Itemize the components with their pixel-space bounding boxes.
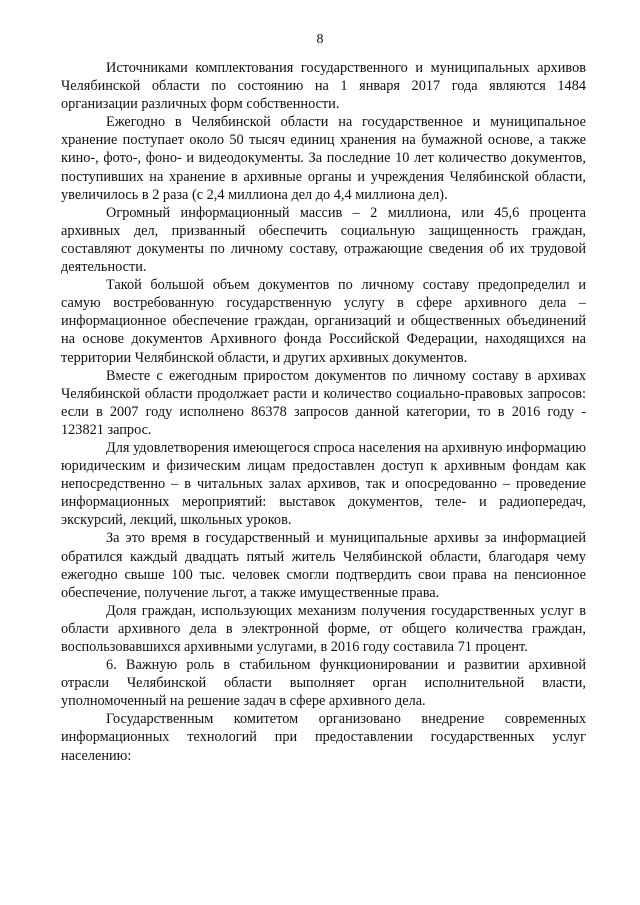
page-number: 8: [316, 32, 324, 47]
paragraph-electronic-share: Доля граждан, использующих механизм получения государственных услуг в области архивного дела в электронной форме, от общего количества граждан, воспользовавшихся архивными услугами, в 2016 году составила 71 процент.: [61, 602, 586, 655]
paragraph-information-array: Огромный информационный массив – 2 миллиона, или 45,6 процента архивных дел, призванный обеспечить социальную защищенность граждан, составляют документы по личному составу, отражающие сведения об их трудовой деятельности.: [61, 204, 586, 276]
document-body: [61, 59, 586, 765]
paragraph-popular-service: Такой большой объем документов по личному составу предопределил и самую востребованную государственную услугу в сфере архивного дела – информационное обеспечение граждан, организаций и общественных объединений на основе документов Архивного фонда Российской Федерации, находящихся на территории Челябинской области, и других архивных документов.: [61, 277, 586, 366]
paragraph-annual-intake: Ежегодно в Челябинской области на государственное и муниципальное хранение поступает около 50 тысяч единиц хранения на бумажной основе, а также кино-, фото-, фоно- и видеодокументы. За последние 10 лет количество документов, поступивших на хранение в архивные органы и учреждения Челябинской области, увеличилось в 2 раза (с 2,4 миллиона дел до 4,4 миллиона дел).: [61, 114, 586, 203]
paragraph-residents-requests: За это время в государственный и муниципальные архивы за информацией обратился каждый двадцать пятый житель Челябинской области, благодаря чему ежегодно свыше 100 тыс. человек смогли подтвердить свои права на пенсионное обеспечение, получение льгот, а также имущественные права.: [61, 530, 586, 601]
paragraph-access-to-funds: Для удовлетворения имеющегося спроса населения на архивную информацию юридическим и физическим лицам предоставлен доступ к архивным фондам как непосредственно – в читальных залах архивов, так и опосредованно – проведение информационных мероприятий: выставок документов, теле- и радиопередач, экскурсий, лекций, школьных уроков.: [61, 439, 586, 529]
paragraph-archive-sources: Источниками комплектования государственного и муниципальных архивов Челябинской области по состоянию на 1 января 2017 года являются 1484 организации различных форм собственности.: [61, 60, 586, 113]
paragraph-executive-body: 6. Важную роль в стабильном функционировании и развитии архивной отрасли Челябинской области выполняет орган исполнительной власти, уполномоченный на решение задач в сфере архивного дела.: [61, 657, 586, 710]
paragraph-social-requests: Вместе с ежегодным приростом документов по личному составу в архивах Челябинской области продолжает расти и количество социально-правовых запросов: если в 2007 году исполнено 86378 запросов данной категории, то в 2016 году - 123821 запрос.: [61, 367, 586, 438]
paragraph-it-implementation: Государственным комитетом организовано внедрение современных информационных технологий при предоставлении государственных услуг населению:: [61, 711, 586, 764]
